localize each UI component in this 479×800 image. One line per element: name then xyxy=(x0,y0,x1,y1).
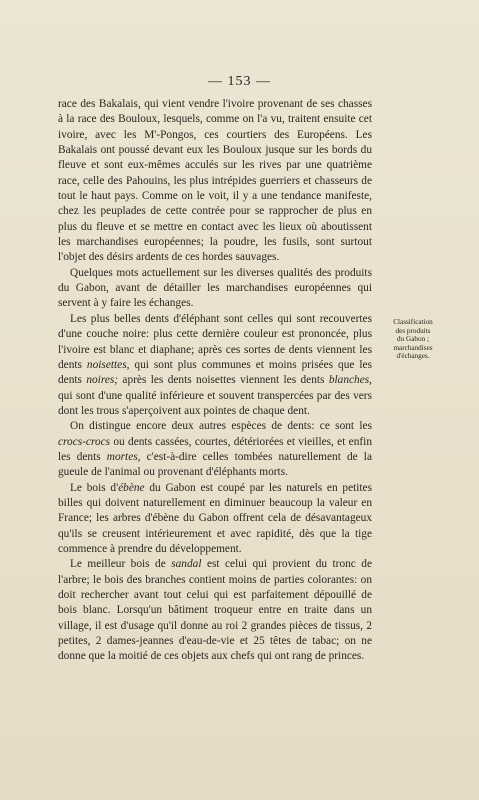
text-run: race des Bakalais, qui vient vendre l'ivoire provenant de ses chasses à la race des Bouloux, lesquels, comme on l'a vu, traitent ensuite cet ivoire, avec les M'-Pongos, ces courtiers des Européens. Les Bakalais ont poussé devant eux les Bouloux jusque sur les bords du fleuve et sont eux-mêmes acculés sur les rives par une quatrième race, celle des Pahouins, les plus intrépides guerriers et chasseurs de tout le haut pays. Comme on le voit, il y a une tendance manifeste, chez les peuplades de cette contrée pour se rapprocher de plus en plus du fleuve et se mettre en contact avec les lieux où aboutissent les marchandises européennes; la poudre, les fusils, sont surtout l'objet des désirs ardents de ces hordes sauvages. xyxy=(58,98,372,264)
text-run: Le meilleur bois de xyxy=(70,558,172,571)
paragraph xyxy=(58,557,372,664)
text-run: , qui sont plus communes et moins prisées que les dents xyxy=(58,358,372,387)
margin-note xyxy=(378,318,448,361)
italic-term: blanches, xyxy=(328,374,372,387)
text-run: Les plus belles dents d'éléphant sont celles qui sont recouvertes d'une couche noire: plus cette dernière couleur est prononcée, plus l'ivoire est blanc et diaphane; après ces sortes de dents viennent les dents xyxy=(58,312,372,371)
italic-term: ébène xyxy=(118,481,145,494)
margin-note-line: Classification xyxy=(393,318,433,326)
paragraph xyxy=(58,481,372,558)
margin-note-line: marchandises xyxy=(393,343,433,352)
text-run: ou dents cassées, courtes, détériorées et vieilles, et enfin les dents xyxy=(58,435,372,463)
body-text xyxy=(58,97,372,665)
paragraph xyxy=(58,266,372,312)
text-run: qui sont d'une qualité inférieure et souvent transpercées par des vers dont les trous s'aperçoivent aux pointes de chaque dent. xyxy=(58,389,372,417)
text-run: c'est-à-dire celles tombées naturellement de la gueule de l'animal ou provenant d'éléphants morts. xyxy=(58,450,372,479)
text-run: On distingue encore deux autres espèces de dents: ce sont les xyxy=(70,420,372,433)
italic-term: sandal xyxy=(171,558,202,571)
italic-term: mortes, xyxy=(106,450,141,463)
paragraph xyxy=(58,312,372,419)
text-run: du Gabon est coupé par les naturels en petites billes qui doivent naturellement en diminuer beaucoup la valeur en France; les arbres d'ébène du Gabon offrent cela de désavantageux qu'ils se creusent intérieurement et avec rapidité, dès que la tige commence à prendre du développement. xyxy=(58,481,373,555)
italic-term: noires; xyxy=(86,374,119,387)
margin-note-line: du Gabon ; xyxy=(397,335,429,344)
italic-term: crocs-crocs xyxy=(58,435,111,448)
page-number: — 153 — xyxy=(208,74,271,89)
margin-note-line: des produits xyxy=(395,326,431,335)
text-run: après les dents noisettes viennent les dents xyxy=(118,374,329,387)
paragraph xyxy=(58,419,372,480)
italic-term: noisettes xyxy=(86,358,127,371)
margin-note-line: d'échanges. xyxy=(396,352,430,361)
paragraph xyxy=(58,97,372,266)
text-run: est celui qui provient du tronc de l'arbre; le bois des branches contient moins de parties colorantes: on doit rechercher avant tout celui qui est parfaitement dépouillé de bois blanc. Lorsqu'un bâtiment troqueur entre en traite dans un village, il est d'usage qu'il donne au roi 2 grandes pièces de tissus, 2 petites, 2 dames-jeannes d'eau-de-vie et 25 têtes de tabac; on ne donne que la moitié de ces objets aux chefs qui ont rang de princes. xyxy=(58,558,372,663)
text-run: Quelques mots actuellement sur les diverses qualités des produits du Gabon, avant de détailler les marchandises européennes qui servent à y faire les échanges. xyxy=(58,266,372,310)
text-run: Le bois d' xyxy=(70,481,119,494)
